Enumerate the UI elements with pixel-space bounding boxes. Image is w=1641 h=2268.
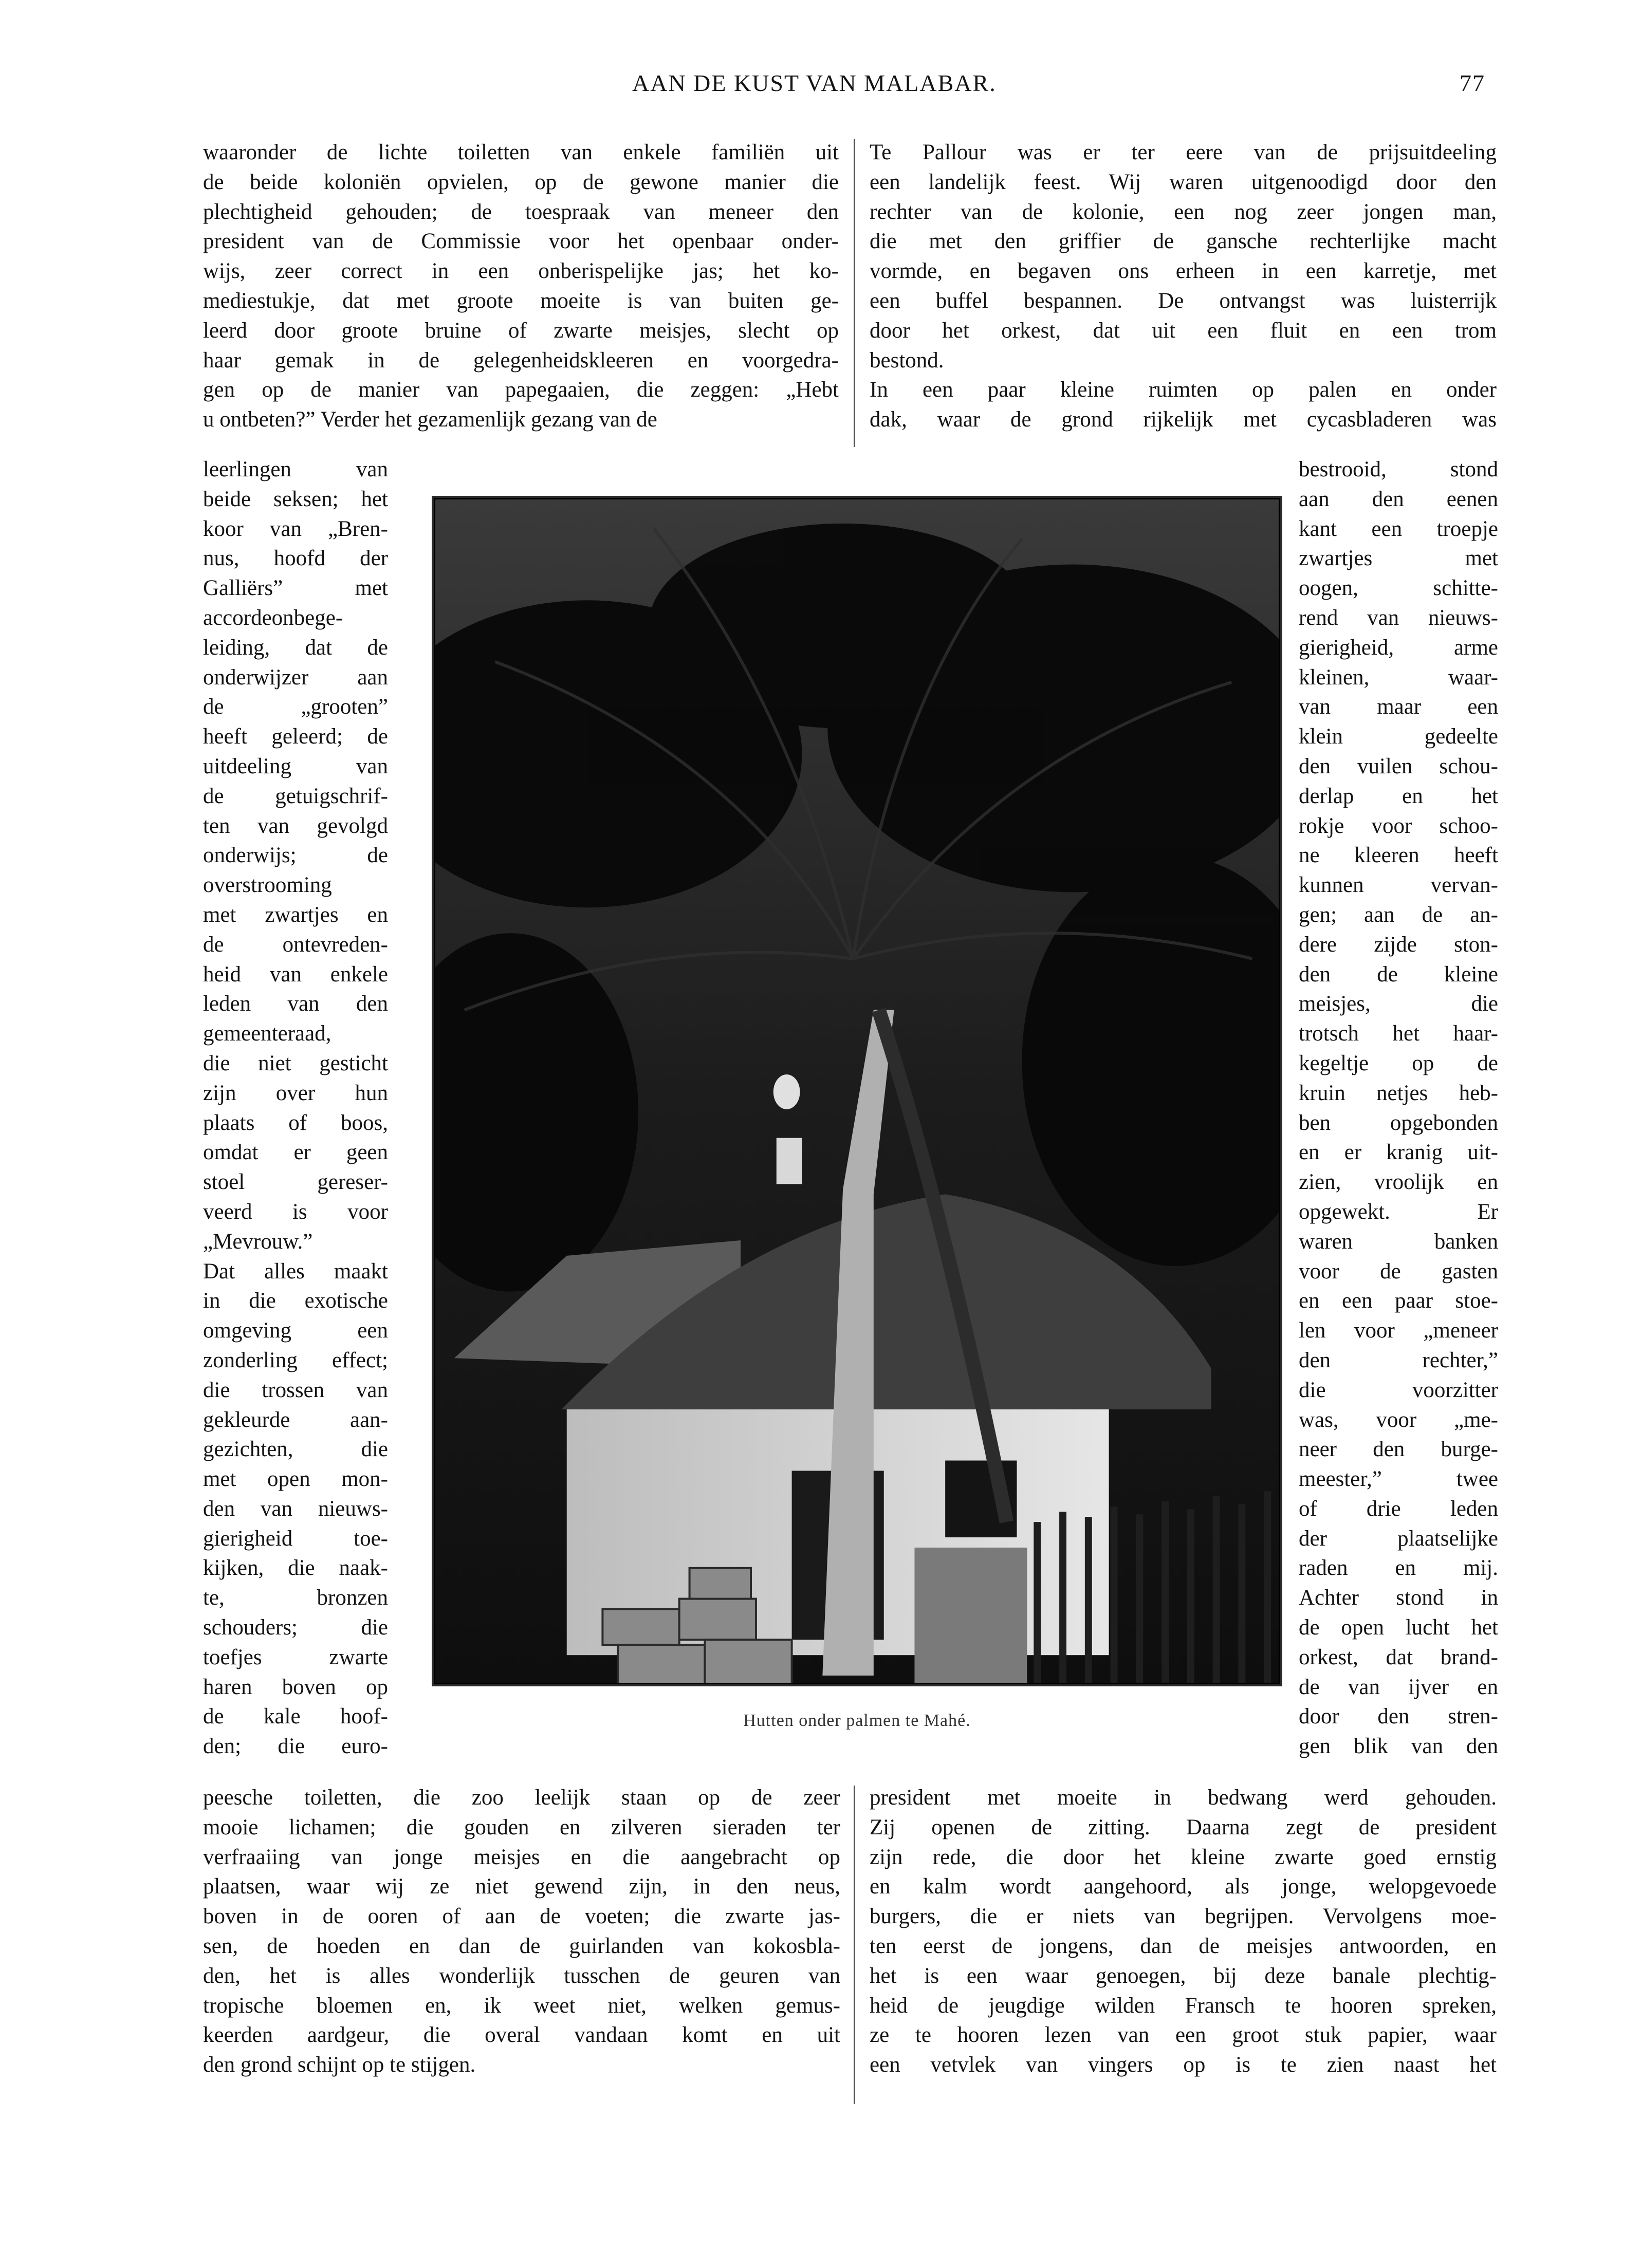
text-line: neer den burge- [1299, 1437, 1498, 1462]
text-line: u ontbeten?” Verder het gezamenlijk gezang van de [203, 407, 657, 432]
photo-illustration [434, 498, 1280, 1684]
text-line: ben opgebonden [1299, 1110, 1498, 1135]
text-line: tropische bloemen en, ik weet niet, welken gemus- [203, 1993, 840, 2018]
text-line: zwartjes met [1299, 546, 1498, 571]
text-line: door den stren- [1299, 1704, 1498, 1729]
text-line: opgewekt. Er [1299, 1199, 1498, 1224]
text-line: leerlingen van [203, 457, 388, 481]
text-line: gierigheid toe- [203, 1526, 388, 1551]
text-line: leden van den [203, 992, 388, 1016]
text-line: waren banken [1299, 1229, 1498, 1254]
text-line: peesche toiletten, die zoo leelijk staan op de zeer [203, 1786, 840, 1810]
text-line: onderwijzer aan [203, 665, 388, 690]
text-line: den, het is alles wonderlijk tusschen de geuren van [203, 1963, 840, 1988]
text-line: zien, vroolijk en [1299, 1170, 1498, 1195]
text-line: den de kleine [1299, 962, 1498, 987]
column-rule-bottom [854, 1786, 855, 2104]
text-line: Galliërs” met [203, 576, 388, 601]
running-head: AAN DE KUST VAN MALABAR. [632, 70, 997, 96]
text-line: raden en mij. [1299, 1556, 1498, 1581]
column-right-narrow [1299, 455, 1498, 1761]
text-line: Dat alles maakt [203, 1259, 388, 1284]
text-line: of drie leden [1299, 1496, 1498, 1521]
column-rule-top [854, 139, 855, 447]
text-line: een vetvlek van vingers op is te zien naast het [870, 2053, 1497, 2077]
text-line: voor de gasten [1299, 1259, 1498, 1284]
text-line: de van ijver en [1299, 1675, 1498, 1699]
text-line: wijs, zeer correct in een onberispelijke jas; het ko- [203, 259, 839, 284]
column-right-top [870, 138, 1497, 435]
text-line: van maar een [1299, 695, 1498, 719]
column-left-narrow [203, 455, 388, 1761]
text-line: die trossen van [203, 1378, 388, 1402]
text-line: verfraaiing van jonge meisjes en die aangebracht op [203, 1845, 840, 1869]
text-line: rechter van de kolonie, een nog zeer jongen man, [870, 199, 1497, 224]
text-line: den; die euro- [203, 1734, 388, 1759]
text-line: bestrooid, stond [1299, 457, 1498, 481]
text-line: gekleurde aan- [203, 1407, 388, 1432]
text-line: de open lucht het [1299, 1615, 1498, 1640]
text-line: nus, hoofd der [203, 546, 388, 571]
text-line: met zwartjes en [203, 902, 388, 927]
text-line: schouders; die [203, 1615, 388, 1640]
text-line: heid van enkele [203, 962, 388, 987]
text-line: vormde, en begaven ons erheen in een karretje, met [870, 259, 1497, 284]
text-line: kegeltje op de [1299, 1051, 1498, 1075]
text-line: overstrooming [203, 873, 332, 898]
text-line: zijn rede, die door het kleine zwarte goed ernstig [870, 1845, 1497, 1869]
text-line: trotsch het haar- [1299, 1021, 1498, 1046]
text-line: ze te hooren lezen van een groot stuk papier, waar [870, 2023, 1497, 2048]
text-line: dere zijde ston- [1299, 932, 1498, 957]
text-line: in die exotische [203, 1289, 388, 1313]
text-line: een landelijk feest. Wij waren uitgenoodigd door den [870, 170, 1497, 194]
text-line: dak, waar de grond rijkelijk met cycasbladeren was [870, 407, 1497, 432]
text-line: toefjes zwarte [203, 1645, 388, 1669]
text-line: „Mevrouw.” [203, 1229, 313, 1254]
text-line: ten eerst de jongens, dan de meisjes antwoorden, en [870, 1934, 1497, 1958]
text-line: president van de Commissie voor het openbaar onder- [203, 229, 839, 254]
text-line: zijn over hun [203, 1081, 388, 1105]
text-line: waaronder de lichte toiletten van enkele familiën uit [203, 140, 839, 164]
text-line: het is een waar genoegen, bij deze banale plechtig- [870, 1963, 1497, 1988]
text-line: kunnen vervan- [1299, 873, 1498, 898]
text-line: den rechter,” [1299, 1348, 1498, 1372]
text-line: gen; aan de an- [1299, 902, 1498, 927]
text-line: oogen, schitte- [1299, 576, 1498, 601]
text-line: gemeenteraad, [203, 1021, 331, 1046]
text-line: plaatsen, waar wij ze niet gewend zijn, in den neus, [203, 1874, 840, 1899]
text-line: meester,” twee [1299, 1467, 1498, 1492]
text-line: die voorzitter [1299, 1378, 1498, 1402]
text-line: gen op de manier van papegaaien, die zeggen: „Hebt [203, 378, 839, 402]
text-line: gen blik van den [1299, 1734, 1498, 1759]
text-line: was, voor „me- [1299, 1407, 1498, 1432]
text-line: kijken, die naak- [203, 1556, 388, 1581]
text-line: kruin netjes heb- [1299, 1081, 1498, 1105]
text-line: kant een troepje [1299, 516, 1498, 541]
page-number: 77 [1460, 70, 1485, 96]
text-line: door het orkest, dat uit een fluit en een trom [870, 318, 1497, 343]
text-line: keerden aardgeur, die overal vandaan komt en uit [203, 2023, 840, 2048]
text-line: haar gemak in de gelegenheidskleeren en voorgedra- [203, 348, 839, 373]
text-line: koor van „Bren- [203, 516, 388, 541]
text-line: gierigheid, arme [1299, 635, 1498, 660]
text-line: met open mon- [203, 1467, 388, 1492]
text-line: leerd door groote bruine of zwarte meisjes, slecht op [203, 318, 839, 343]
text-line: sen, de hoeden en dan de guirlanden van kokosbla- [203, 1934, 840, 1958]
text-line: beide seksen; het [203, 487, 388, 511]
text-line: stoel gereser- [203, 1170, 388, 1195]
text-line: gezichten, die [203, 1437, 388, 1462]
text-line: den grond schijnt op te stijgen. [203, 2053, 476, 2077]
text-line: meisjes, die [1299, 992, 1498, 1016]
text-line: de „grooten” [203, 695, 388, 719]
text-line: heid de jeugdige wilden Fransch te hooren spreken, [870, 1993, 1497, 2018]
text-line: aan den eenen [1299, 487, 1498, 511]
text-line: boven in de ooren of aan de voeten; die zwarte jas- [203, 1904, 840, 1929]
text-line: haren boven op [203, 1675, 388, 1699]
text-line: derlap en het [1299, 784, 1498, 808]
column-left-top [203, 138, 839, 435]
text-line: rend van nieuws- [1299, 605, 1498, 630]
text-line: plaats of boos, [203, 1110, 388, 1135]
photo-caption: Hutten onder palmen te Mahé. [743, 1711, 971, 1730]
text-line: bestond. [870, 348, 944, 373]
column-left-bottom [203, 1783, 840, 2080]
text-line: president met moeite in bedwang werd gehouden. [870, 1786, 1497, 1810]
text-line: en een paar stoe- [1299, 1289, 1498, 1313]
text-line: den vuilen schou- [1299, 754, 1498, 778]
text-line: onderwijs; de [203, 843, 388, 868]
text-line: en kalm wordt aangehoord, als jonge, welopgevoede [870, 1874, 1497, 1899]
text-line: de ontevreden- [203, 932, 388, 957]
text-line: klein gedeelte [1299, 724, 1498, 749]
text-line: rokje voor schoo- [1299, 813, 1498, 838]
text-line: de getuigschrif- [203, 784, 388, 808]
text-line: burgers, die er niets van begrijpen. Vervolgens moe- [870, 1904, 1497, 1929]
text-line: Te Pallour was er ter eere van de prijsuitdeeling [870, 140, 1497, 164]
text-line: kleinen, waar- [1299, 665, 1498, 690]
text-line: der plaatselijke [1299, 1526, 1498, 1551]
text-line: len voor „meneer [1299, 1318, 1498, 1343]
text-line: den van nieuws- [203, 1496, 388, 1521]
text-line: Achter stond in [1299, 1586, 1498, 1610]
text-line: heeft geleerd; de [203, 724, 388, 749]
text-line: die niet gesticht [203, 1051, 388, 1075]
text-line: In een paar kleine ruimten op palen en onder [870, 378, 1497, 402]
text-line: accordeonbege- [203, 605, 343, 630]
photo-huts-under-palms [432, 496, 1282, 1686]
text-line: mediestukje, dat met groote moeite is van buiten ge- [203, 288, 839, 313]
text-line: de beide koloniën opvielen, op de gewone manier die [203, 170, 839, 194]
text-line: en er kranig uit- [1299, 1140, 1498, 1165]
text-line: een buffel bespannen. De ontvangst was luisterrijk [870, 288, 1497, 313]
text-line: ten van gevolgd [203, 813, 388, 838]
column-right-bottom [870, 1783, 1497, 2080]
text-line: Zij openen de zitting. Daarna zegt de president [870, 1815, 1497, 1839]
text-line: veerd is voor [203, 1199, 388, 1224]
text-line: die met den griffier de gansche rechterlijke macht [870, 229, 1497, 254]
text-line: plechtigheid gehouden; de toespraak van meneer den [203, 199, 839, 224]
text-line: orkest, dat brand- [1299, 1645, 1498, 1669]
text-line: de kale hoof- [203, 1704, 388, 1729]
text-line: mooie lichamen; die gouden en zilveren sieraden ter [203, 1815, 840, 1839]
text-line: uitdeeling van [203, 754, 388, 778]
text-line: zonderling effect; [203, 1348, 388, 1372]
text-line: ne kleeren heeft [1299, 843, 1498, 868]
text-line: omgeving een [203, 1318, 388, 1343]
text-line: omdat er geen [203, 1140, 388, 1165]
text-line: te, bronzen [203, 1586, 388, 1610]
text-line: leiding, dat de [203, 635, 388, 660]
